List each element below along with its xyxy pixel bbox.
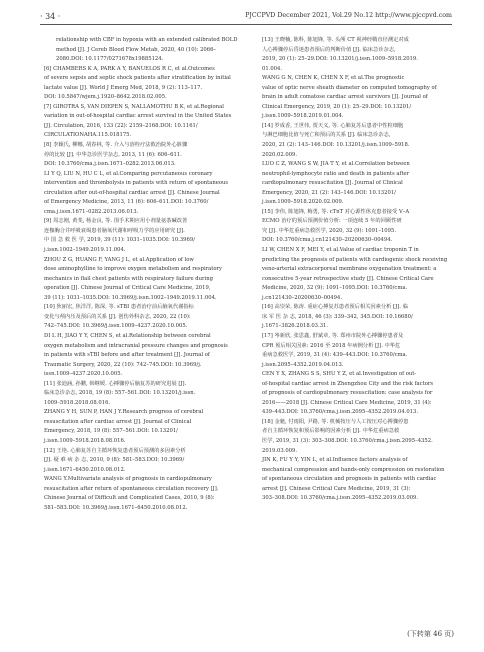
ref-line: ECMO 治疗的预后预测价值分析: 一项连续 5 年的回顾性研 [262, 218, 402, 225]
right-column [262, 36, 458, 504]
ref-line: 303–308.DOI: 10.3760/cma.j.issn.2095–4352.2019.03.009. [262, 495, 419, 502]
page-number: · 34 · [40, 12, 61, 21]
ref-line: [12] 王艳. 心肺复苏自主循环恢复患者预后预测的多因素分析 [44, 447, 186, 454]
ref-line: circulation after out-of-hospital cardiac arrest [J]. Chinese Journal [44, 189, 220, 196]
ref-line: resuscitation after cardiac arrest [J]. Journal of Clinical [44, 418, 192, 425]
ref-line: j.issn.1671–6450.2010.08.012. [44, 466, 126, 473]
ref-line: DOI: 10.3760/cma.j.issn.1671–0282.2013.06.013. [44, 161, 176, 168]
ref-line: 581–583.DOI: 10.3969/j.issn.1671–6450.2010.08.012. [44, 504, 188, 511]
ref-line: 中 国 急 救 医 学, 2019, 39 (11): 1031–1035.DOI: 10.3969/ [44, 237, 195, 244]
ref-line: resuscitation after return of spontaneous circulation recovery [J]. [44, 485, 219, 492]
ref-line: mechanical compression and hands-only compression on restoration [262, 466, 445, 473]
ref-line: [13] 王晓楠, 陈科, 陈旭锋, 等. 头颅 CT 视神经鞘直径测定对成 [262, 37, 409, 43]
ref-line: arrest [J]. Chinese Critical Care Medicine, 2019, 31 (3): [262, 485, 411, 492]
ref-line: DOI: 10.3760/cma.j.cn121430–20200630–00494. [262, 237, 393, 244]
ref-line: 究 [J]. 中华危重病急救医学, 2020, 32 (9): 1091–1095. [262, 227, 396, 234]
ref-line: JIN K, FU Y Y, YIN L, et al.Influence factors analysis of [262, 457, 408, 464]
ref-line: 床 军 医 杂 志, 2018, 46 (3): 339–342, 345.DOI: 10.16680/ [262, 313, 413, 320]
ref-line: of severe sepsis and septic shock patients after stratification by initial [44, 75, 231, 82]
ref-line: relationship with CBF in hypoxia with an extended calibrated BOLD [56, 37, 238, 43]
continued-note: (下转第 46 页) [407, 630, 454, 638]
ref-line: CPR 预后相关因素: 2016 至 2018 年病例分析 [J]. 中华危 [262, 342, 401, 349]
ref-line: LUO C Z, WANG S W, JIA T Y, et al.Correlation between [262, 161, 410, 168]
reference-continuation [44, 36, 240, 65]
ref-line: operation [J]. Chinese Journal of Critical Care Medicine, 2019, [44, 285, 211, 292]
ref-line: DI L H, JIAO Y Y, CHEN S, et al.Relationship between cerebral [44, 332, 211, 339]
ref-line: oxygen metabolism and intracranial pressure changes and prognosis [44, 342, 228, 349]
ref-line: [J]. 疑 难 病 杂 志, 2010, 9 (8): 581–583.DOI: 10.3969/ [44, 457, 185, 464]
ref-line: 2019, 20 (1): 25–29.DOI: 10.13201/j.issn.1009–5918.2019. [262, 56, 418, 63]
ref-line: predicting the prognosis of patients with cardiogenic shock receiving [262, 256, 448, 263]
ref-line: 停的比较 [J]. 中华急诊医学杂志, 2013, 11 (6): 606–611. [44, 151, 182, 158]
ref-line: [J]. Circulation, 2016, 133 (22): 2159–2168.DOI: 10.1161/ [44, 122, 198, 129]
ref-line: Emergency, 2018, 19 (8): 557–561.DOI: 10.13201/ [44, 428, 178, 435]
reference-13 [262, 36, 458, 122]
ref-line: j.cn121430–20200630–00494. [262, 294, 343, 301]
ref-line: 01.004. [262, 65, 283, 72]
ref-line: 医学, 2019, 31 (3): 303–308.DOI: 10.3760/cma.j.issn.2095–4352. [262, 437, 433, 444]
ref-line: veno-arterial extracorporeal membrane oxygenation treatment: a [262, 266, 437, 273]
ref-line: intervention and thrombolysis in patients with return of spontaneous [44, 180, 229, 187]
ref-line: 439–443.DOI: 10.3760/cma.j.issn.2095–4352.2019.04.013. [262, 409, 419, 416]
ref-line: of Emergency Medicine, 2013, 11 (6): 606–611.DOI: 10.3760/ [44, 199, 209, 206]
reference-18 [262, 418, 458, 504]
ref-line: 2019.03.009. [262, 447, 298, 454]
reference-10 [44, 303, 240, 379]
ref-line: [14] 罗成香, 王世伟, 贾天义, 等. 心肺复苏后患者中性粒细胞 [262, 122, 404, 129]
ref-line: 连枷胸合并呼吸衰竭患者脑氧代谢和呼吸力学的应用研究 [J]. [44, 227, 185, 234]
ref-line: DOI: 10.5847/wjem.j.1920–8642.2018.02.005. [44, 94, 167, 101]
ref-line: 1009–5918.2018.08.016. [44, 399, 111, 406]
ref-line: value of optic nerve sheath diameter on computed tomography of [262, 84, 437, 91]
ref-line: [8] 李颖氏, 柳娜, 胡春林, 等. 介入与溶栓疗法救治院外心脏骤 [44, 142, 188, 149]
ref-line: j.issn.1009–5918.2019.01.004. [262, 113, 344, 120]
reference-15 [262, 208, 458, 303]
ref-line: 者自主循环恢复和预后影响的因素分析 [J]. 中华危重病急救 [262, 428, 400, 435]
ref-line: j.issn.1009–5918.2020.02.009. [262, 199, 344, 206]
ref-line: 39 (11): 1031–1035.DOI: 10.3969/j.issn.1002–1949.2019.11.004. [44, 294, 217, 301]
ref-line: of prognosis of cardiopulmonary resuscitation: case analysis for [262, 390, 433, 397]
ref-line: in patients with sTBI before and after treatment [J]. Journal of [44, 352, 210, 359]
ref-line: Medicine, 2020, 32 (9): 1091–1095.DOI: 10.3760/cma. [262, 285, 408, 292]
ref-line: WANG G N, CHEN K, CHEN X F, et al.The prognostic [262, 75, 405, 82]
ref-line: j.issn.1002–1949.2019.11.004. [44, 247, 126, 254]
ref-line: [6] CHAMBERS K A, PARK A Y, BANUELOS R C, et al.Outcomes [44, 65, 215, 72]
ref-line: Clinical Emergency, 2019, 20 (1): 25–29.DOI: 10.13201/ [262, 103, 412, 110]
ref-line: [18] 金魁, 付雨阳, 尹路, 等. 机械按压与人工按压对心搏骤停患 [262, 418, 409, 425]
ref-line: lactate value [J]. World J Emerg Med, 2018, 9 (2): 113–117. [44, 84, 203, 91]
ref-line: j.1671–3826.2018.03.31. [262, 323, 329, 330]
reference-16 [262, 303, 458, 332]
ref-line: 2016——2018 [J]. Chinese Critical Care Medicine, 2019, 31 (4): [262, 399, 432, 406]
page-header [40, 12, 452, 25]
ref-line: consecutive 5-year retrospective study [J]. Chinese Critical Care [262, 275, 434, 282]
ref-line: [9] 周志刚, 黄斐, 杨金良, 等. 围手术期应用小剂量氨茶碱改善 [44, 218, 188, 225]
journal-info: PJCCPVD December 2021, Vol.29 No.12 http://www.pjccpvd.com [245, 12, 452, 19]
ref-line: 人心搏骤停后昏迷患者预后的判断价值 [J]. 临床急诊杂志, [262, 46, 396, 53]
reference-6 [44, 65, 240, 103]
ref-line: of-hospital cardiac arrest in Zhengzhou City and the risk factors [262, 380, 434, 387]
reference-9 [44, 217, 240, 303]
ref-line: 与淋巴细胞比值与死亡和预后的关系 [J]. 临床急诊杂志, [262, 132, 391, 139]
ref-line: WANG Y.Multivariate analysis of prognosis in cardiopulmonary [44, 476, 212, 483]
ref-line: [10] 狄丽宏, 焦洋洋, 陈深, 等. sTBI 患者治疗前后脑氧代谢指标 [44, 304, 194, 311]
ref-line: variation in out-of-hospital cardiac arrest survival in the United States [44, 113, 232, 120]
ref-line: LI W, CHEN X F, MEI Y, et al.Value of cardiac troponin T in [262, 247, 419, 254]
ref-line: [7] GIROTRA S, VAN DIEPEN S, NALLAMOTHU B K, et al.Regional [44, 103, 224, 110]
ref-line: cma.j.issn.1671–0282.2013.06.013. [44, 208, 139, 215]
ref-line: CIRCULATIONAHA.115.018175. [44, 132, 132, 139]
ref-line: ZHANG Y H, SUN P, HAN J Y.Research progress of cerebral [44, 409, 204, 416]
left-column [44, 36, 240, 513]
reference-11 [44, 380, 240, 447]
reference-8 [44, 141, 240, 217]
ref-line: 2020, 21 (2): 143–146.DOI: 10.13201/j.issn.1009–5918. [262, 142, 410, 149]
reference-7 [44, 103, 240, 141]
ref-line: dose aminophylline to improve oxygen metabolism and respiratory [44, 266, 223, 273]
ref-line: issn.1009–4237.2020.10.005. [44, 371, 123, 378]
ref-line: j.issn.1009–5918.2018.08.016. [44, 437, 126, 444]
reference-14 [262, 122, 458, 208]
ref-line: 2020.02.009. [262, 151, 298, 158]
ref-line: Traumatic Surgery, 2020, 22 (10): 742–745.DOI: 10.3969/j. [44, 361, 202, 368]
ref-line: mechanics in flail chest patients with respiratory failure during [44, 275, 213, 282]
ref-line: [11] 张迪涵, 孙鹏, 韩继媛. 心搏骤停后脑复苏的研究进展 [J]. [44, 380, 187, 387]
ref-line: of spontaneous circulation and prognosis in patients with cardiac [262, 476, 437, 483]
ref-line: ZHOU Z G, HUANG F, YANG J L, et al.Application of low [44, 256, 194, 263]
ref-line: [15] 李伟, 陈旭锋, 梅勇, 等. cTnT 对心源性休克患者接受 V–A [262, 208, 410, 215]
ref-line: CEN Y X, ZHANG S S, SHU Y Z, et al.Investigation of out- [262, 371, 417, 378]
ref-line: 临床急诊杂志, 2018, 19 (8): 557–561.DOI: 10.13201/j.issn. [44, 390, 196, 397]
reference-17 [262, 332, 458, 418]
ref-line: [17] 岑新欣, 张思鑫, 舒斌章, 等. 郑州市院外心搏骤停患者及 [262, 332, 404, 339]
ref-line: brain in adult comatose cardiac arrest survivors [J]. Journal of [262, 94, 428, 101]
reference-12 [44, 447, 240, 514]
ref-line: 2080.DOI: 10.1177/0271678x19885124. [56, 56, 164, 63]
ref-line: neutrophil-lymphocyte ratio and death in patients after [262, 170, 410, 177]
ref-line: j.issn.2095–4352.2019.04.013. [262, 361, 344, 368]
ref-line: method [J]. J Cereb Blood Flow Metab, 2020, 40 (10): 2066– [56, 46, 217, 53]
ref-line: Chinese Journal of Difficult and Complicated Cases, 2010, 9 (8): [44, 495, 215, 502]
ref-line: cardiopulmonary resuscitation [J]. Journal of Clinical [262, 180, 403, 187]
ref-line: [16] 高崇荣, 陈涛. 重症心搏复苏患者预后相关因素分析 [J]. 临 [262, 304, 408, 311]
ref-line: LI Y Q, LIU N, HU C L, et al.Comparing percutaneous coronary [44, 170, 213, 177]
ref-line: Emergency, 2020, 21 (2): 143–146.DOI: 10.13201/ [262, 189, 396, 196]
ref-line: 变化与颅内压及预后的关系 [J]. 创伤外科杂志, 2020, 22 (10): [44, 313, 191, 320]
ref-line: 重病急救医学, 2019, 31 (4): 439–443.DOI: 10.3760/cma. [262, 352, 408, 359]
ref-line: 742–745.DOI: 10.3969/j.issn.1009–4237.2020.10.005. [44, 323, 188, 330]
